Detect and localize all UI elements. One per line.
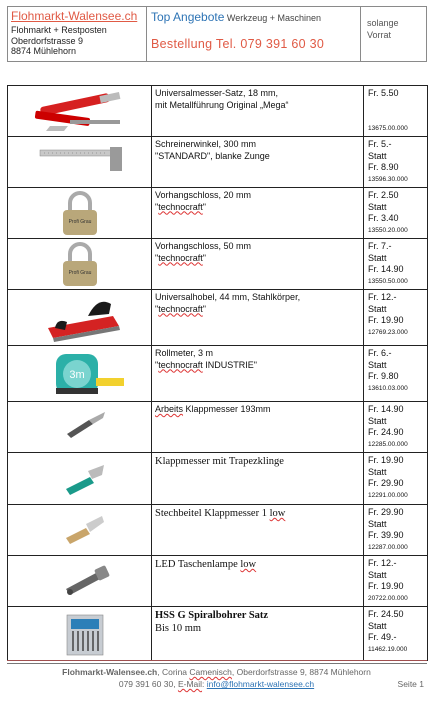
- article-number: 13550.50.000: [368, 277, 408, 285]
- instead-label: Statt: [368, 359, 387, 370]
- offer-subtitle: Werkzeug + Maschinen: [224, 13, 322, 23]
- sale-price: Fr. 12.-: [368, 558, 397, 568]
- product-description: [152, 556, 364, 607]
- footer-contact: [0, 679, 433, 689]
- quote: ": [202, 201, 206, 212]
- product-description: [152, 239, 364, 290]
- page-number: Seite 1: [397, 679, 424, 689]
- description-line: Rollmeter, 3 m: [155, 348, 214, 358]
- address-line-1: Flohmarkt + Restposten: [11, 25, 107, 35]
- description-line: [155, 558, 360, 571]
- table-row: [8, 346, 428, 402]
- carpenter-square-icon: [38, 145, 130, 175]
- description-line: Klappmesser mit Trapezklinge: [155, 456, 284, 467]
- brand-name: low: [240, 559, 257, 570]
- article-number: 13596.30.000: [368, 175, 408, 183]
- old-price: Fr. 19.90: [368, 581, 404, 591]
- sale-price: Fr. 24.50: [368, 609, 404, 619]
- old-price: Fr. 19.90: [368, 315, 404, 325]
- table-row: [8, 137, 428, 188]
- drill-bit-set-icon: [63, 611, 107, 659]
- table-row: [8, 86, 428, 137]
- table-row: [8, 402, 428, 453]
- product-description: [152, 505, 364, 556]
- price-cell: [364, 86, 428, 137]
- article-number: 12769.23.000: [368, 328, 408, 336]
- trapezoid-knife-icon: [60, 461, 110, 497]
- sale-price: Fr. 5.50: [368, 88, 399, 98]
- product-image-cell: [8, 505, 152, 556]
- flashlight-icon: [62, 563, 112, 597]
- footer-address: [0, 667, 433, 677]
- product-table: [7, 85, 428, 661]
- brand-name: technocraft: [158, 303, 203, 314]
- brand-name: low: [269, 508, 286, 519]
- article-number: 20722.00.000: [368, 594, 408, 602]
- product-description: [152, 290, 364, 346]
- old-price: Fr. 3.40: [368, 213, 399, 223]
- sale-price: Fr. 2.50: [368, 190, 399, 200]
- product-description: [152, 453, 364, 505]
- old-price: Fr. 24.90: [368, 427, 404, 437]
- article-number: 12291.00.000: [368, 491, 408, 499]
- hand-plane-icon: [43, 294, 123, 342]
- brand-name: technocraft: [158, 201, 203, 212]
- sale-price: Fr. 19.90: [368, 455, 404, 465]
- product-description: [152, 402, 364, 453]
- instead-label: Statt: [368, 518, 387, 529]
- padlock-icon: [58, 191, 102, 237]
- old-price: Fr. 8.90: [368, 162, 399, 172]
- article-number: 11462.19.000: [368, 645, 408, 653]
- quote: ": [155, 252, 159, 263]
- product-image-cell: [8, 453, 152, 505]
- brand-name: technocraft: [158, 359, 203, 370]
- product-image-cell: [8, 607, 152, 661]
- instead-label: Statt: [368, 303, 387, 314]
- brand-name: technocraft: [158, 252, 203, 263]
- product-description: [152, 188, 364, 239]
- offer-title: [151, 10, 356, 24]
- table-row: [8, 239, 428, 290]
- order-phone: Bestellung Tel. 079 391 60 30: [151, 37, 325, 51]
- footer-text: :: [202, 679, 207, 689]
- address-line-2: Oberdorfstrasse 9: [11, 35, 84, 46]
- offer-block: [147, 7, 361, 61]
- description-line: HSS G Spiralbohrer Satz: [155, 610, 269, 621]
- quote: INDUSTRIE": [202, 359, 257, 370]
- old-price: Fr. 29.90: [368, 478, 404, 488]
- address-line-3: 8874 Mühlehorn: [11, 46, 77, 56]
- product-image-cell: [8, 239, 152, 290]
- table-row: [8, 607, 428, 661]
- quote: ": [202, 303, 206, 314]
- description-line: Bis 10 mm: [155, 623, 202, 634]
- quote: ": [202, 252, 206, 263]
- sale-price: Fr. 29.90: [368, 507, 404, 517]
- sale-price: Fr. 12.-: [368, 292, 397, 302]
- price-cell: [364, 453, 428, 505]
- price-cell: [364, 346, 428, 402]
- company-block: [8, 7, 147, 61]
- description-line: Schreinerwinkel, 300 mm: [155, 139, 257, 149]
- utility-knife-set-icon: [30, 90, 130, 134]
- footer-phone: 079 391 60 30,: [118, 679, 178, 689]
- description-line: Vorhangschloss, 50 mm: [155, 241, 252, 251]
- brand-name[interactable]: Flohmarkt-Walensee.ch: [11, 9, 138, 23]
- offer-title-main: Top Angebote: [151, 10, 225, 24]
- product-description: [152, 137, 364, 188]
- svg-text:Profi Grau: Profi Grau: [68, 219, 92, 225]
- description-line: [155, 507, 360, 520]
- description-line: [155, 253, 360, 265]
- instead-label: Statt: [368, 201, 387, 212]
- price-cell: [364, 505, 428, 556]
- product-description: [152, 607, 364, 661]
- stock-note: [361, 7, 426, 61]
- product-image-cell: [8, 188, 152, 239]
- description-text: LED Taschenlampe: [155, 559, 241, 570]
- old-price: Fr. 9.80: [368, 371, 399, 381]
- table-row: [8, 453, 428, 505]
- description-line: mit Metallführung Original „Mega“: [155, 99, 289, 110]
- footer-email-label: E-Mail: [177, 679, 203, 689]
- old-price: Fr. 39.90: [368, 530, 404, 540]
- description-line: "STANDARD", blanke Zunge: [155, 150, 270, 161]
- email-link[interactable]: info@flohmarkt-walensee.ch: [206, 679, 315, 689]
- description-text: Klappmesser 193mm: [183, 404, 271, 414]
- sale-price: Fr. 14.90: [368, 404, 404, 414]
- article-number: 13550.20.000: [368, 226, 408, 234]
- description-line: [155, 360, 360, 372]
- description-line: Universalmesser-Satz, 18 mm,: [155, 88, 279, 98]
- table-row: [8, 188, 428, 239]
- sale-price: Fr. 7.-: [368, 241, 392, 251]
- chisel-knife-icon: [62, 512, 108, 546]
- instead-label: Statt: [368, 415, 387, 426]
- brand-name: Arbeits: [155, 404, 184, 414]
- product-description: [152, 346, 364, 402]
- sale-price: Fr. 6.-: [368, 348, 392, 358]
- old-price: Fr. 14.90: [368, 264, 404, 274]
- page-header: [7, 6, 427, 62]
- table-row: [8, 556, 428, 607]
- product-image-cell: [8, 556, 152, 607]
- instead-label: Statt: [368, 252, 387, 263]
- description-line: Universalhobel, 44 mm, Stahlkörper,: [155, 292, 301, 302]
- instead-label: Statt: [368, 150, 387, 161]
- product-description: [152, 86, 364, 137]
- article-number: 13610.03.000: [368, 384, 408, 392]
- description-line: Vorhangschloss, 20 mm: [155, 190, 252, 200]
- old-price: Fr. 49.-: [368, 632, 397, 642]
- folding-knife-icon: [63, 410, 107, 442]
- description-line: [155, 404, 360, 416]
- instead-label: Statt: [368, 620, 387, 631]
- padlock-icon: [58, 242, 102, 288]
- instead-label: Statt: [368, 466, 387, 477]
- instead-label: Statt: [368, 569, 387, 580]
- stock-note-line-2: Vorrat: [367, 30, 392, 40]
- quote: ": [155, 359, 159, 370]
- price-cell: [364, 137, 428, 188]
- quote: ": [155, 303, 159, 314]
- tape-measure-icon: [52, 350, 126, 400]
- footer-name: Camenisch: [189, 667, 232, 677]
- description-line: [155, 202, 360, 214]
- footer-divider: [7, 660, 427, 661]
- price-cell: [364, 607, 428, 661]
- footer-text: , Corina: [157, 667, 190, 677]
- product-image-cell: [8, 402, 152, 453]
- footer-brand: Flohmarkt-Walensee.ch: [62, 667, 158, 677]
- product-image-cell: [8, 346, 152, 402]
- quote: ": [155, 201, 159, 212]
- footer-text: , Oberdorfstrasse 9, 8874 Mühlehorn: [231, 667, 371, 677]
- product-image-cell: [8, 290, 152, 346]
- svg-text:Profi Grau: Profi Grau: [68, 270, 92, 276]
- product-image-cell: [8, 137, 152, 188]
- product-image-cell: [8, 86, 152, 137]
- stock-note-line-1: solange: [367, 18, 399, 28]
- article-number: 12287.00.000: [368, 543, 408, 551]
- price-cell: [364, 402, 428, 453]
- price-cell: [364, 188, 428, 239]
- table-row: [8, 505, 428, 556]
- article-number: 12285.00.000: [368, 440, 408, 448]
- description-text: Stechbeitel Klappmesser 1: [155, 508, 270, 519]
- sale-price: Fr. 5.-: [368, 139, 392, 149]
- article-number: 13675.00.000: [368, 124, 408, 132]
- price-cell: [364, 239, 428, 290]
- svg-text:3m: 3m: [69, 369, 85, 381]
- description-line: [155, 304, 360, 316]
- footer-divider: [7, 663, 427, 664]
- price-cell: [364, 556, 428, 607]
- price-cell: [364, 290, 428, 346]
- table-row: [8, 290, 428, 346]
